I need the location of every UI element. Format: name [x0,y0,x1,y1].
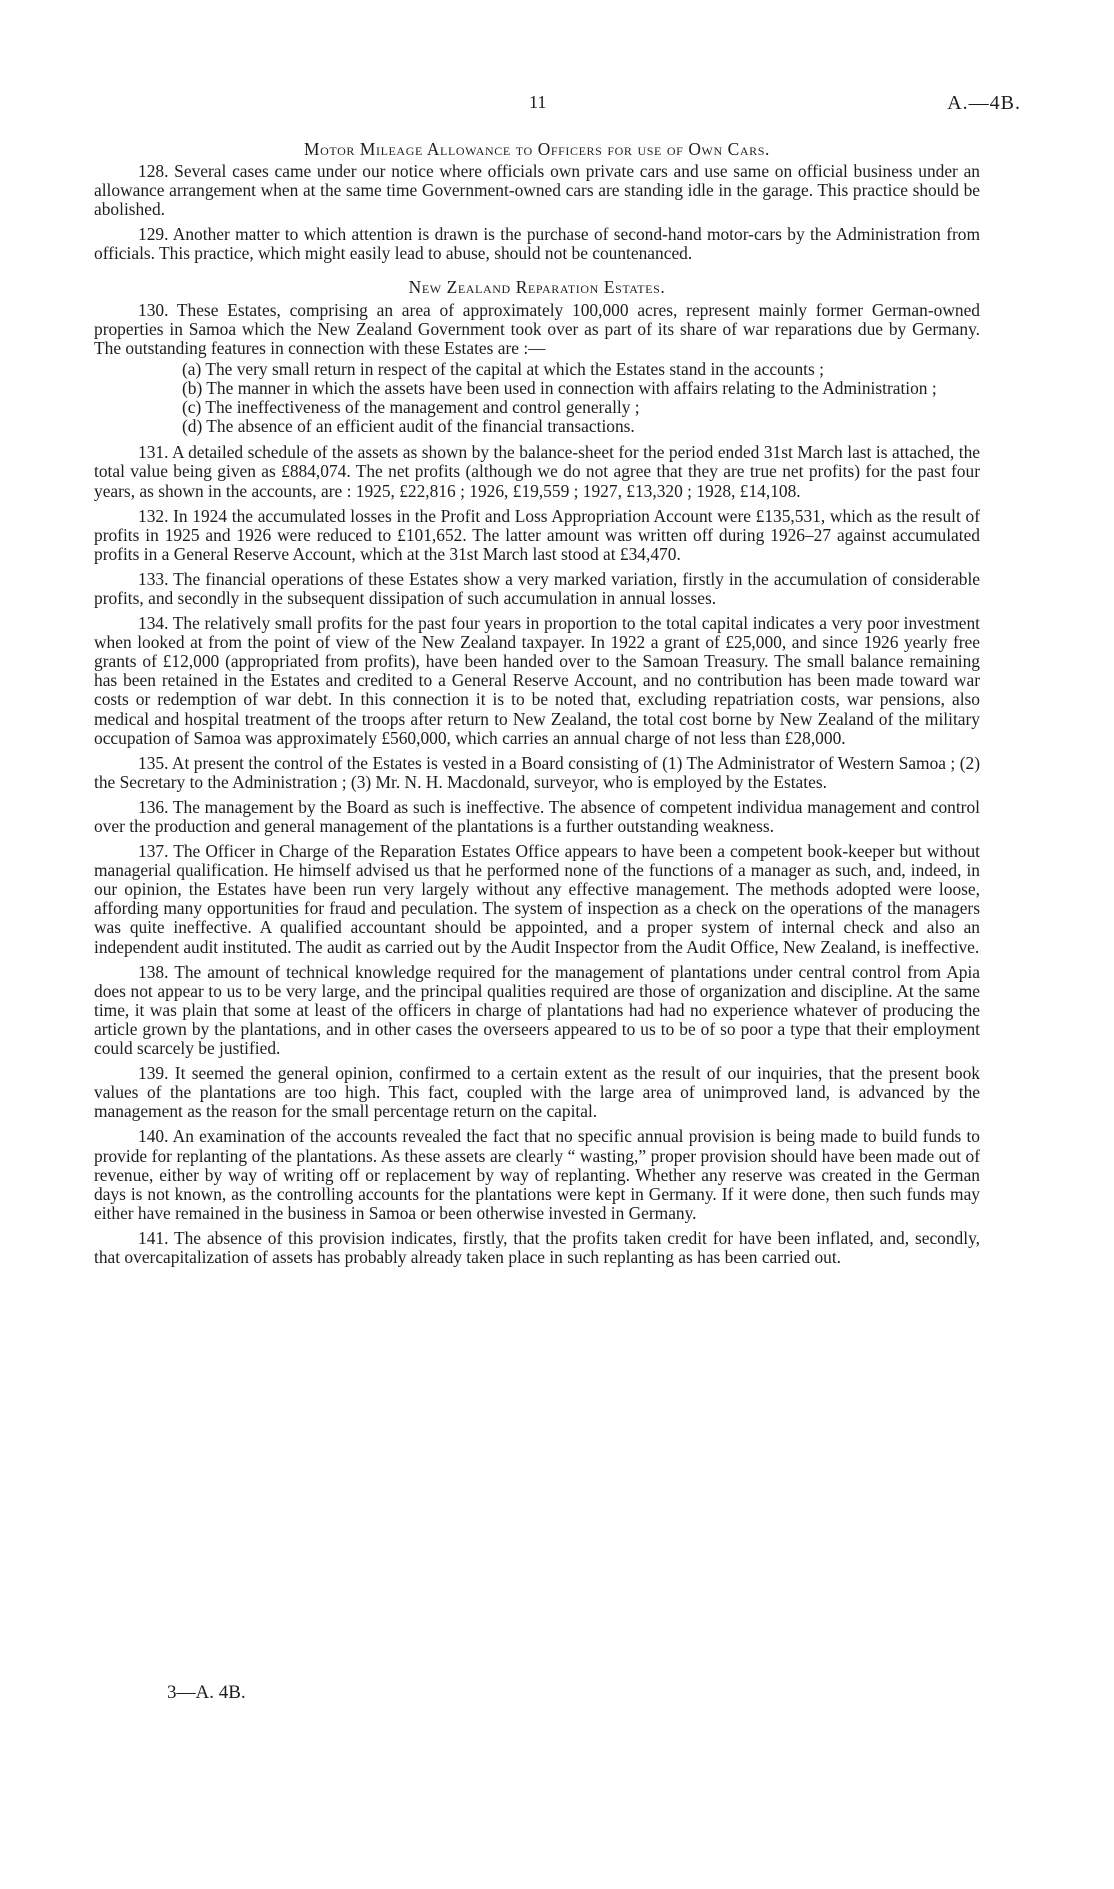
paragraph-137: 137. The Officer in Charge of the Reparation Estates Office appears to have been a competent book-keeper but without managerial qualification. He himself advised us that he performed none of the functions of a manager as such, and, indeed, in our opinion, the Estates have been run very largely without any effective management. The methods adopted were loose, affording many opportunities for fraud and peculation. The system of inspection as a check on the operations of the managers was quite ineffective. A qualified accountant should be appointed, and a proper system of internal check and also an independent audit instituted. The audit as carried out by the Audit Inspector from the Audit Office, New Zealand, is ineffective. [94,841,980,957]
list-item: (b) The manner in which the assets have been used in connection with affairs relating to the Administration ; [182,378,937,399]
paragraph-135: 135. At present the control of the Estates is vested in a Board consisting of (1) The Administrator of Western Samoa ; (2) the Secretary to the Administration ; (3) Mr. N. H. Macdonald, surveyor, who is employed by the Estates. [94,752,980,792]
section-heading-reparation-estates: New Zealand Reparation Estates. [408,276,666,297]
paragraph-136: 136. The management by the Board as such is ineffective. The absence of competent individua management and control over the production and general management of the plantations is a further outstanding weakness. [94,796,980,836]
paragraph-132: 132. In 1924 the accumulated losses in the Profit and Loss Appropriation Account were £135,531, which as the result of profits in 1925 and 1926 were reduced to £101,652. The latter amount was written off during 1926–27 against accumulated profits in a General Reserve Account, which at the 31st March last stood at £34,470. [94,505,980,564]
paragraph-128: 128. Several cases came under our notice where officials own private cars and use same on official business under an allowance arrangement when at the same time Government-owned cars are standing idle in the garage. This practice should be abolished. [94,161,980,220]
paragraph-133: 133. The financial operations of these Estates show a very marked variation, firstly in the accumulation of considerable profits, and secondly in the subsequent dissipation of such accumulation in annual losses. [94,568,980,608]
document-reference: A.—4B. [947,92,1021,114]
list-item: (a) The very small return in respect of the capital at which the Estates stand in the accounts ; [182,358,824,379]
paragraph-140: 140. An examination of the accounts revealed the fact that no specific annual provision is being made to build funds to provide for replanting of the plantations. As these assets are clearly “ wasting,” proper provision should have been made out of revenue, either by way of writing off or replacement by way of replanting. Whether any reserve was created in the German days is not known, as the controlling accounts for the plantations were kept in Germany. If it were done, then such funds may either have remained in the business in Samoa or been otherwise invested in Germany. [94,1126,980,1223]
document-body [94,140,980,1273]
paragraph-139: 139. It seemed the general opinion, confirmed to a certain extent as the result of our inquiries, that the present book values of the plantations are too high. This fact, coupled with the large area of unimproved land, is advanced by the management as the reason for the small percentage return on the capital. [94,1063,980,1122]
footer-signature-mark: 3—A. 4B. [167,1682,246,1703]
paragraph-141: 141. The absence of this provision indicates, firstly, that the profits taken credit for have been inflated, and, secondly, that overcapitalization of assets has probably already taken place in such replanting as has been carried out. [94,1227,980,1267]
paragraph-134: 134. The relatively small profits for the past four years in proportion to the total capital indicates a very poor investment when looked at from the point of view of the New Zealand taxpayer. In 1922 a grant of £25,000, and since 1926 yearly free grants of £12,000 (appropriated from profits), have been handed over to the Samoan Treasury. The small balance remaining has been retained in the Estates and credited to a General Reserve Account, and no contribution has been made toward war costs or redemption of war debt. In this connection it is to be noted that, excluding repatriation costs, war pensions, also medical and hospital treatment of the troops after return to New Zealand, the total cost borne by New Zealand of the military occupation of Samoa was approximately £560,000, which carries an annual charge of not less than £28,000. [94,613,980,748]
list-item: (c) The ineffectiveness of the management and control generally ; [182,397,640,418]
list-item: (d) The absence of an efficient audit of the financial transactions. [182,416,635,437]
page-number: 11 [529,92,547,112]
section-heading-motor-mileage: Motor Mileage Allowance to Officers for use of Own Cars. [304,139,770,159]
paragraph-129: 129. Another matter to which attention is drawn is the purchase of second-hand motor-cars by the Administration from officials. This practice, which might easily lead to abuse, should not be countenanced. [94,224,980,264]
paragraph-131: 131. A detailed schedule of the assets as shown by the balance-sheet for the period ended 31st March last is attached, the total value being given as £884,074. The net profits (although we do not agree that they are true net profits) for the past four years, as shown in the accounts, are : 1925, £22,816 ; 1926, £19,559 ; 1927, £13,320 ; 1928, £14,108. [94,442,980,501]
features-list [94,360,980,436]
paragraph-138: 138. The amount of technical knowledge required for the management of plantations under central control from Apia does not appear to us to be very large, and the principal qualities required are those of organization and discipline. At the same time, it was plain that some at least of the officers in charge of plantations had had no experience whatever of producing the article grown by the plantations, and in other cases the overseers appeared to us to be of so poor a type that their employment could scarcely be justified. [94,961,980,1059]
paragraph-130: 130. These Estates, comprising an area of approximately 100,000 acres, represent mainly former German-owned properties in Samoa which the New Zealand Government took over as part of its share of war reparations due by Germany. The outstanding features in connection with these Estates are :— [94,299,980,358]
